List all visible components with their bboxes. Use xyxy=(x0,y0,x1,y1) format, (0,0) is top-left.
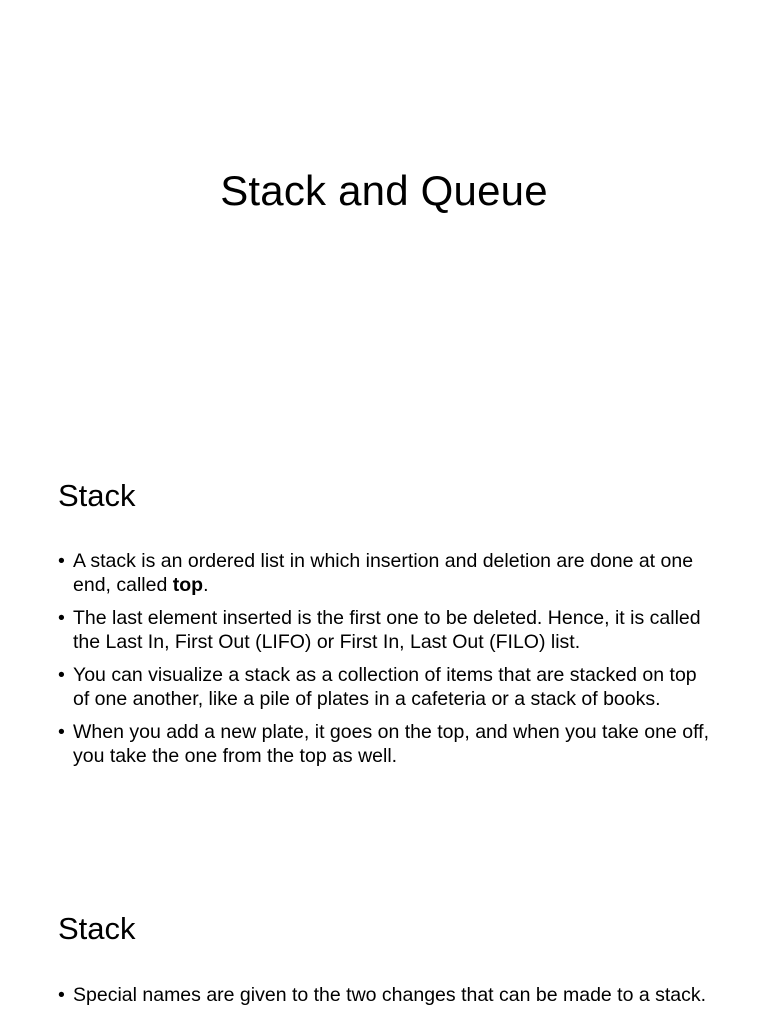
bullet-text: The last element inserted is the first one to be deleted. Hence, it is called the Last In, First Out (LIFO) or First In, Last Out (FILO) list. xyxy=(73,607,701,653)
bullet-icon: • xyxy=(58,664,65,686)
list-item xyxy=(58,663,718,711)
presentation-title: Stack and Queue xyxy=(220,167,548,214)
slide-stack-intro xyxy=(0,432,768,864)
bullet-text: When you add a new plate, it goes on the top, and when you take one off, you take the one from the top as well. xyxy=(73,721,710,767)
slide-heading: Stack xyxy=(58,911,136,946)
bullet-icon: • xyxy=(58,550,65,572)
list-item xyxy=(58,983,718,1007)
bullet-text: You can visualize a stack as a collection of items that are stacked on top of one another, like a pile of plates in a cafeteria or a stack of books. xyxy=(73,664,697,710)
bullet-list xyxy=(58,983,718,1016)
bullet-icon: • xyxy=(58,607,65,629)
bold-term: top xyxy=(172,574,204,596)
bullet-list xyxy=(58,549,718,777)
bullet-icon: • xyxy=(58,721,65,743)
slide-stack-operations xyxy=(0,866,768,1024)
slide-heading: Stack xyxy=(58,478,136,513)
slide-title xyxy=(0,0,768,430)
bullet-text: Special names are given to the two changes that can be made to a stack. xyxy=(73,984,707,1006)
list-item xyxy=(58,549,718,597)
bullet-icon: • xyxy=(58,984,65,1006)
list-item xyxy=(58,720,718,768)
bullet-text: A stack is an ordered list in which insertion and deletion are done at one end, called top. xyxy=(73,550,694,596)
list-item xyxy=(58,606,718,654)
